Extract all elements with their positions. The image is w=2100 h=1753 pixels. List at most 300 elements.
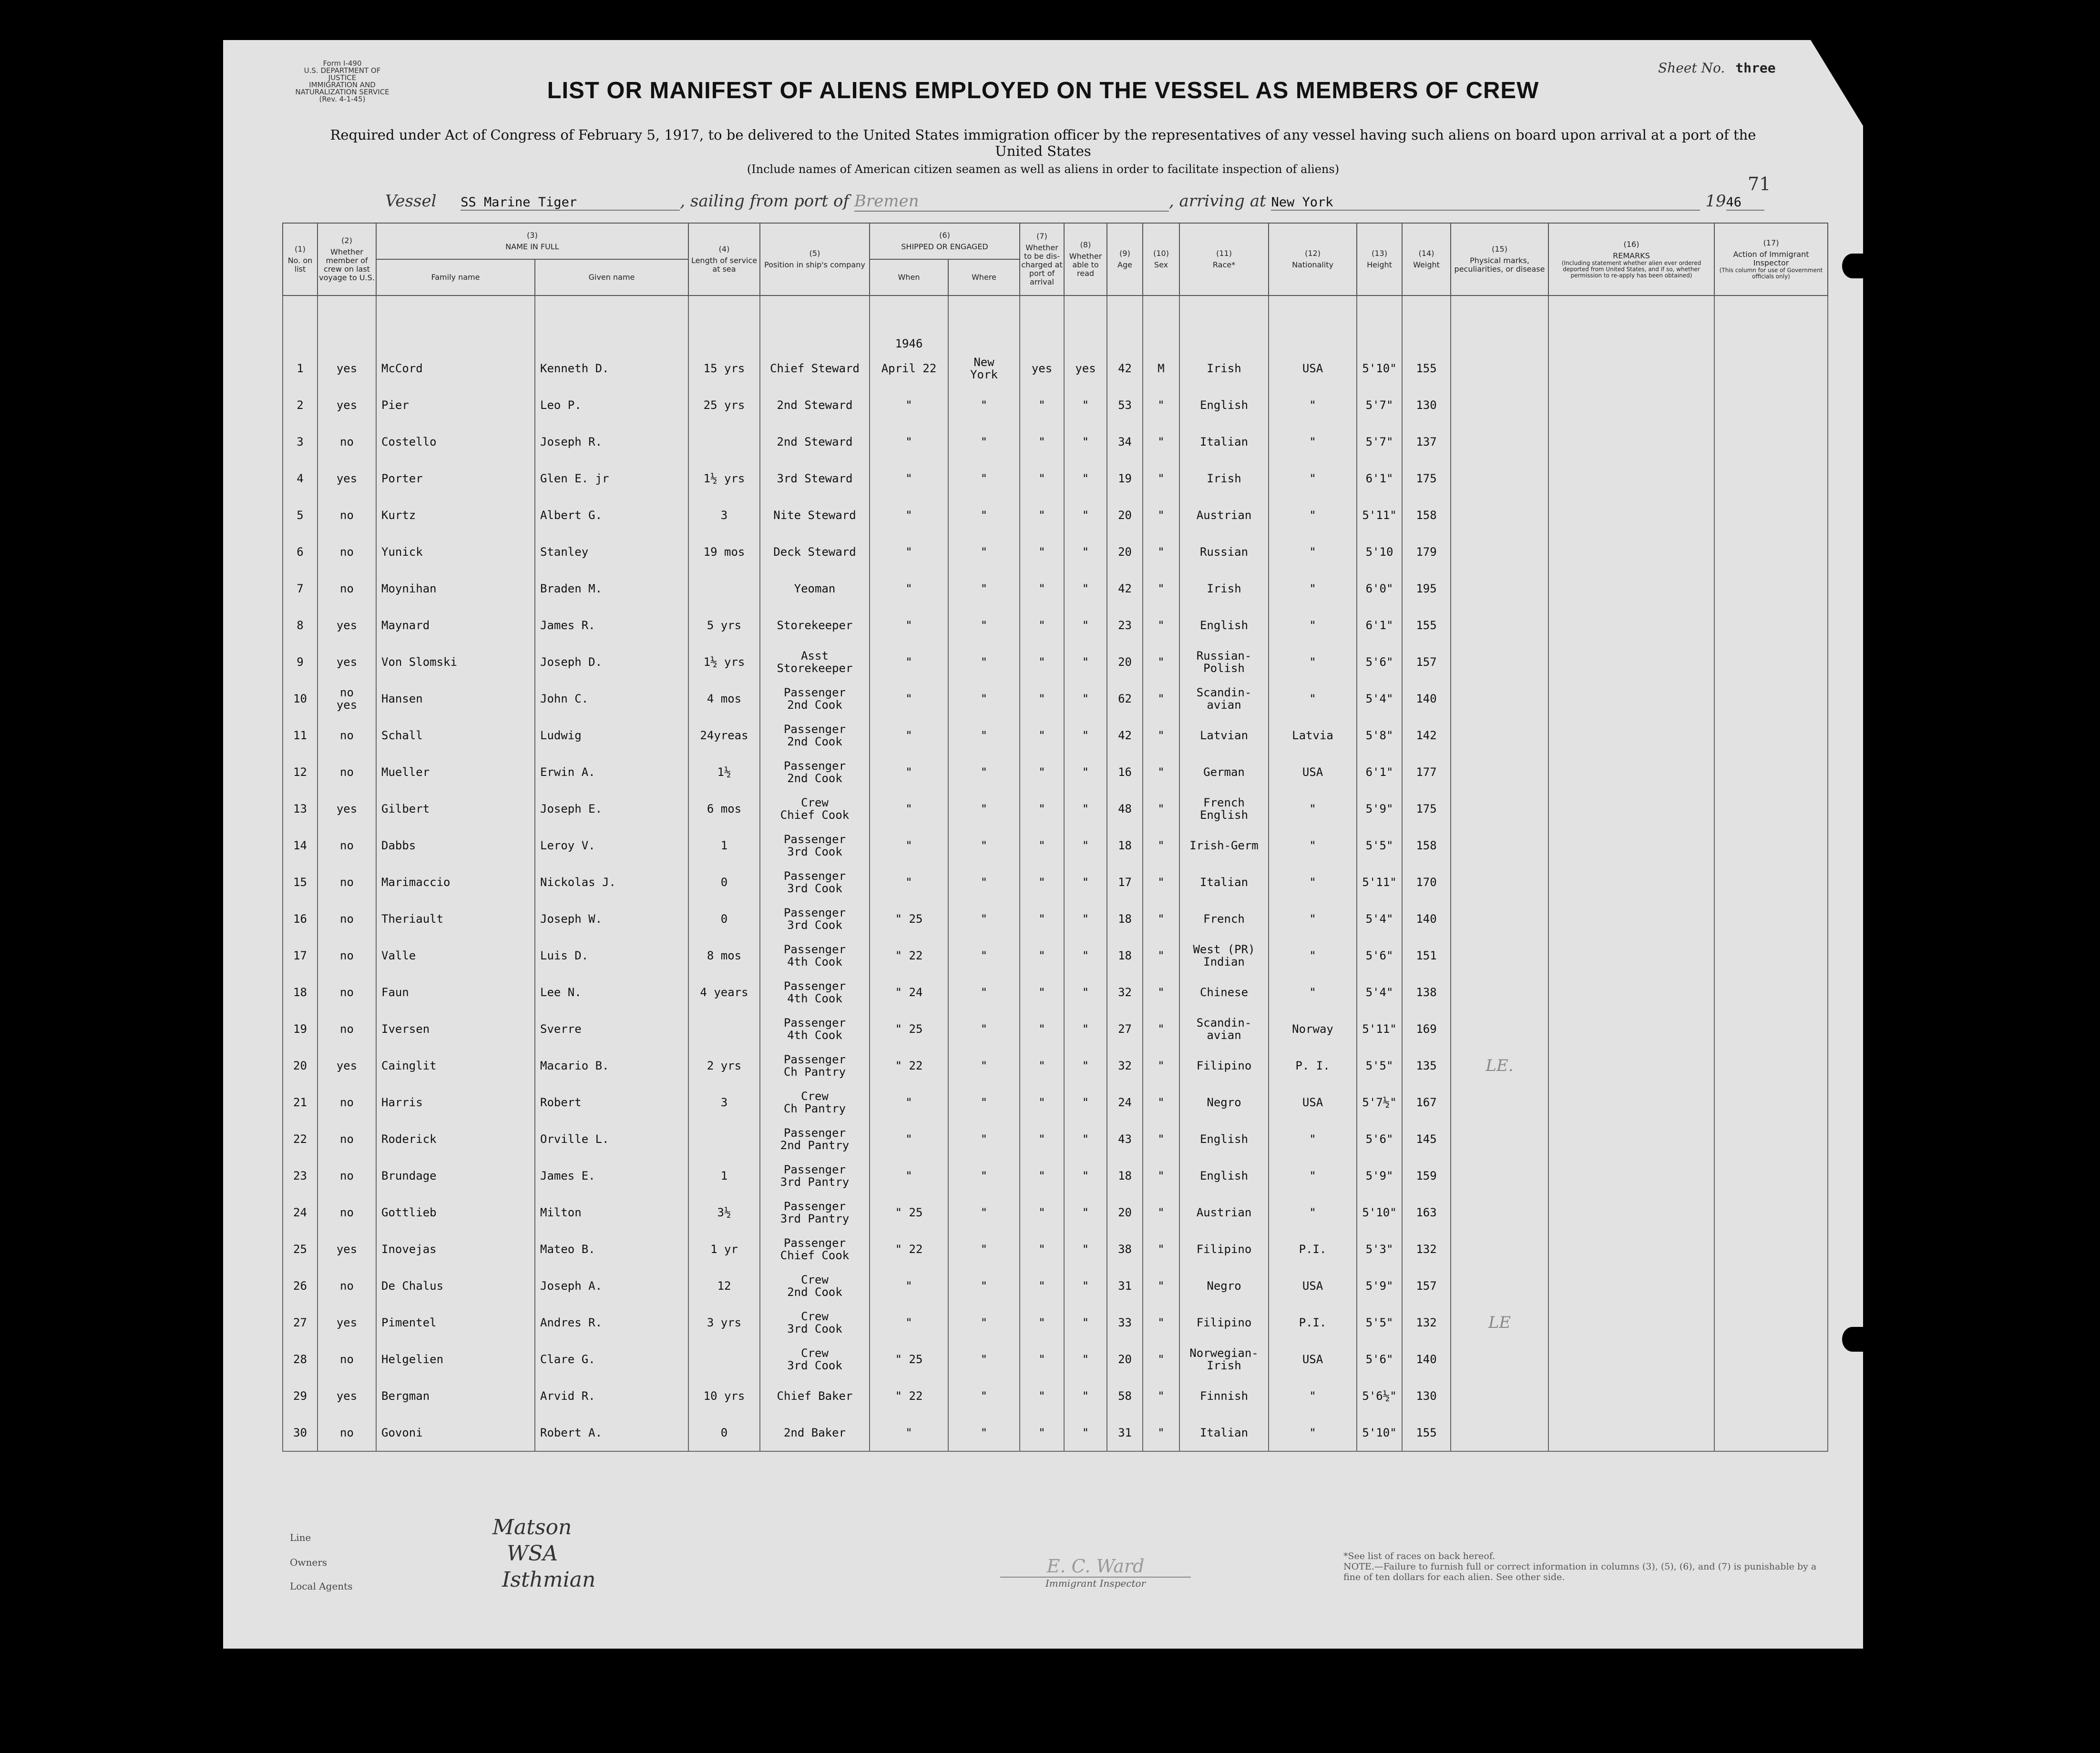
physical-marks: [1451, 1121, 1548, 1157]
shipped-when: " 22: [870, 1047, 948, 1084]
inspector-action: [1714, 423, 1828, 460]
inspector-signature-block: [1000, 1556, 1191, 1589]
sex: ": [1143, 1084, 1179, 1121]
service-length: 25 yrs: [688, 387, 760, 423]
inspector-action: [1714, 717, 1828, 754]
owners-label: Owners: [290, 1557, 328, 1568]
nationality: P.I.: [1269, 1231, 1357, 1267]
sex: ": [1143, 974, 1179, 1010]
remarks: [1548, 937, 1714, 974]
sheet-value: three: [1735, 60, 1776, 76]
crew-row: [223, 1231, 1828, 1267]
inspector-action: [1714, 1304, 1828, 1341]
remarks: [1548, 423, 1714, 460]
able-to-read: ": [1064, 790, 1107, 827]
remarks: [1548, 1304, 1714, 1341]
position: 2nd Steward: [760, 387, 870, 423]
crew-row: [223, 1121, 1828, 1157]
crew-last-voyage: yes: [318, 350, 376, 387]
discharged: ": [1020, 1084, 1064, 1121]
crew-last-voyage: yes: [318, 1047, 376, 1084]
physical-marks: [1451, 570, 1548, 607]
physical-marks: [1451, 900, 1548, 937]
weight: 177: [1402, 754, 1451, 790]
nationality: ": [1269, 1414, 1357, 1451]
sex: ": [1143, 1157, 1179, 1194]
family-name: Costello: [376, 423, 535, 460]
physical-marks: [1451, 1231, 1548, 1267]
able-to-read: ": [1064, 643, 1107, 680]
race: French English: [1179, 790, 1269, 827]
shipped-where: ": [948, 827, 1020, 864]
age: 31: [1107, 1414, 1143, 1451]
weight: 157: [1402, 643, 1451, 680]
physical-marks: [1451, 350, 1548, 387]
service-length: 3 yrs: [688, 1304, 760, 1341]
given-name: Joseph W.: [535, 900, 688, 937]
weight: 155: [1402, 1414, 1451, 1451]
able-to-read: ": [1064, 937, 1107, 974]
given-name: Macario B.: [535, 1047, 688, 1084]
sex: ": [1143, 460, 1179, 497]
crew-last-voyage: no: [318, 533, 376, 570]
col-position-label: Position in ship's company: [764, 260, 865, 269]
sex: ": [1143, 533, 1179, 570]
sex: ": [1143, 937, 1179, 974]
remarks: [1548, 1267, 1714, 1304]
race: Negro: [1179, 1267, 1269, 1304]
given-name: James R.: [535, 607, 688, 643]
physical-marks: [1451, 790, 1548, 827]
race: Scandin- avian: [1179, 1010, 1269, 1047]
position: Crew 2nd Cook: [760, 1267, 870, 1304]
row-number: 6: [283, 533, 318, 570]
weight: 163: [1402, 1194, 1451, 1231]
remarks: [1548, 754, 1714, 790]
remarks: [1548, 387, 1714, 423]
crew-row: [223, 1157, 1828, 1194]
service-length: 3½: [688, 1194, 760, 1231]
weight: 137: [1402, 423, 1451, 460]
family-name: McCord: [376, 350, 535, 387]
service-length: [688, 1010, 760, 1047]
crew-last-voyage: yes: [318, 460, 376, 497]
weight: 140: [1402, 680, 1451, 717]
able-to-read: ": [1064, 864, 1107, 900]
height: 5'9": [1357, 1157, 1402, 1194]
inspector-action: [1714, 974, 1828, 1010]
inspector-action: [1714, 1047, 1828, 1084]
row-number: 5: [283, 497, 318, 533]
remarks: [1548, 1231, 1714, 1267]
family-name: Cainglit: [376, 1047, 535, 1084]
shipped-when: ": [870, 643, 948, 680]
row-number: 22: [283, 1121, 318, 1157]
height: 5'6": [1357, 1121, 1402, 1157]
family-name: Dabbs: [376, 827, 535, 864]
age: 32: [1107, 974, 1143, 1010]
sheet-label: Sheet No.: [1658, 60, 1725, 76]
crew-last-voyage: no: [318, 900, 376, 937]
weight: 155: [1402, 350, 1451, 387]
remarks: [1548, 1341, 1714, 1377]
family-name: Moynihan: [376, 570, 535, 607]
age: 20: [1107, 533, 1143, 570]
row-margin: [223, 864, 283, 900]
col-name-label: NAME IN FULL: [505, 242, 559, 251]
row-margin: [223, 387, 283, 423]
sex: ": [1143, 497, 1179, 533]
crew-row: [223, 387, 1828, 423]
service-length: 4 years: [688, 974, 760, 1010]
able-to-read: ": [1064, 1121, 1107, 1157]
family-name: Govoni: [376, 1414, 535, 1451]
row-margin: [223, 570, 283, 607]
sex: ": [1143, 387, 1179, 423]
height: 5'6": [1357, 643, 1402, 680]
age: 18: [1107, 827, 1143, 864]
form-department: U.S. DEPARTMENT OF JUSTICE: [304, 66, 381, 82]
col-crew-label: Whether member of crew on last voyage to U.S.: [319, 247, 375, 282]
discharged: ": [1020, 387, 1064, 423]
arrival-year: 46: [1726, 195, 1764, 211]
left-margin: [223, 223, 283, 296]
inspector-action: [1714, 1267, 1828, 1304]
remarks: [1548, 570, 1714, 607]
discharged: ": [1020, 1047, 1064, 1084]
position: 2nd Baker: [760, 1414, 870, 1451]
owners-signature: WSA: [507, 1541, 558, 1566]
shipped-where: ": [948, 1341, 1020, 1377]
shipped-where: ": [948, 1194, 1020, 1231]
family-name: Porter: [376, 460, 535, 497]
shipped-when: ": [870, 1084, 948, 1121]
given-name: Andres R.: [535, 1304, 688, 1341]
row-margin: [223, 790, 283, 827]
shipped-when: ": [870, 1121, 948, 1157]
col-name-header: (3) NAME IN FULL: [376, 223, 688, 259]
nationality: ": [1269, 937, 1357, 974]
given-name: Joseph R.: [535, 423, 688, 460]
service-length: 5 yrs: [688, 607, 760, 643]
given-name: James E.: [535, 1157, 688, 1194]
row-margin: [223, 900, 283, 937]
discharged: ": [1020, 1304, 1064, 1341]
nationality: P. I.: [1269, 1047, 1357, 1084]
punch-hole: [1842, 1327, 1863, 1352]
shipped-when: " 22: [870, 937, 948, 974]
shipped-where: ": [948, 900, 1020, 937]
col-nationality-label: Nationality: [1292, 260, 1333, 269]
race: Chinese: [1179, 974, 1269, 1010]
nationality: ": [1269, 533, 1357, 570]
crew-last-voyage: yes: [318, 387, 376, 423]
given-name: Sverre: [535, 1010, 688, 1047]
inspector-action: [1714, 1010, 1828, 1047]
race: Latvian: [1179, 717, 1269, 754]
remarks: [1548, 974, 1714, 1010]
discharged: ": [1020, 717, 1064, 754]
discharged: ": [1020, 790, 1064, 827]
crew-row: [223, 1084, 1828, 1121]
given-name: Robert: [535, 1084, 688, 1121]
crew-last-voyage: yes: [318, 1231, 376, 1267]
service-length: [688, 423, 760, 460]
col-discharged-label: Whether to be dis-charged at port of arrival: [1021, 243, 1063, 286]
crew-row: [223, 864, 1828, 900]
crew-last-voyage: no: [318, 497, 376, 533]
position: Passenger 4th Cook: [760, 1010, 870, 1047]
footer-note-races: *See list of races on back hereof.: [1343, 1551, 1496, 1561]
row-number: 18: [283, 974, 318, 1010]
crew-row: [223, 533, 1828, 570]
row-margin: [223, 680, 283, 717]
row-number: 7: [283, 570, 318, 607]
sex: ": [1143, 423, 1179, 460]
col-marks-label: Physical marks, peculiarities, or disease: [1454, 256, 1545, 274]
crew-row: [223, 1267, 1828, 1304]
shipped-when: ": [870, 864, 948, 900]
height: 6'0": [1357, 570, 1402, 607]
row-margin: [223, 1267, 283, 1304]
race: Russian- Polish: [1179, 643, 1269, 680]
nationality: ": [1269, 790, 1357, 827]
shipped-where: ": [948, 387, 1020, 423]
row-margin: [223, 937, 283, 974]
age: 18: [1107, 900, 1143, 937]
crew-rows: [223, 296, 1828, 1451]
remarks: [1548, 827, 1714, 864]
crew-row: [223, 1304, 1828, 1341]
able-to-read: ": [1064, 754, 1107, 790]
crew-row: [223, 350, 1828, 387]
shipped-when: ": [870, 533, 948, 570]
nationality: ": [1269, 497, 1357, 533]
crew-row: [223, 1194, 1828, 1231]
crew-row: [223, 790, 1828, 827]
crew-last-voyage: no: [318, 717, 376, 754]
col-action-label: Action of Immigrant Inspector: [1733, 250, 1809, 267]
weight: 138: [1402, 974, 1451, 1010]
age: 16: [1107, 754, 1143, 790]
row-number: 15: [283, 864, 318, 900]
sex: ": [1143, 1341, 1179, 1377]
weight: 142: [1402, 717, 1451, 754]
row-margin: [223, 1121, 283, 1157]
row-number: 26: [283, 1267, 318, 1304]
spacer-row: [223, 296, 1828, 322]
family-name: Helgelien: [376, 1341, 535, 1377]
height: 5'9": [1357, 1267, 1402, 1304]
crew-last-voyage: no: [318, 974, 376, 1010]
discharged: ": [1020, 643, 1064, 680]
service-length: 0: [688, 1414, 760, 1451]
sex: ": [1143, 1121, 1179, 1157]
height: 5'7½": [1357, 1084, 1402, 1121]
page-title: LIST OR MANIFEST OF ALIENS EMPLOYED ON THE VESSEL AS MEMBERS OF CREW: [547, 78, 1539, 103]
shipped-when: " 25: [870, 1341, 948, 1377]
nationality: ": [1269, 643, 1357, 680]
physical-marks: [1451, 1414, 1548, 1451]
row-margin: [223, 497, 283, 533]
family-name: Faun: [376, 974, 535, 1010]
row-margin: [223, 423, 283, 460]
sex: M: [1143, 350, 1179, 387]
given-name: Ludwig: [535, 717, 688, 754]
position: Passenger Ch Pantry: [760, 1047, 870, 1084]
service-length: 15 yrs: [688, 350, 760, 387]
sex: ": [1143, 827, 1179, 864]
col-remarks-sub: (Including statement whether alien ever ordered deported from United States, and if so, whether permission to re-apply has been obtained): [1561, 259, 1701, 279]
discharged: ": [1020, 754, 1064, 790]
able-to-read: ": [1064, 1194, 1107, 1231]
row-margin: [223, 1047, 283, 1084]
weight: 140: [1402, 1341, 1451, 1377]
physical-marks: [1451, 754, 1548, 790]
age: 27: [1107, 1010, 1143, 1047]
inspector-action: [1714, 1341, 1828, 1377]
crew-manifest-table: [223, 223, 1828, 1452]
height: 5'4": [1357, 974, 1402, 1010]
position: Passenger 2nd Pantry: [760, 1121, 870, 1157]
col-marks-header: (15) Physical marks, peculiarities, or disease: [1451, 223, 1548, 296]
family-name: Harris: [376, 1084, 535, 1121]
col-read-label: Whether able to read: [1069, 252, 1102, 278]
given-name: Robert A.: [535, 1414, 688, 1451]
row-number: 4: [283, 460, 318, 497]
able-to-read: ": [1064, 533, 1107, 570]
age: 34: [1107, 423, 1143, 460]
row-number: 16: [283, 900, 318, 937]
sailing-port: Bremen: [854, 192, 1169, 212]
family-name: Pimentel: [376, 1304, 535, 1341]
discharged: ": [1020, 497, 1064, 533]
row-number: 27: [283, 1304, 318, 1341]
family-name: Kurtz: [376, 497, 535, 533]
shipped-when: ": [870, 1414, 948, 1451]
physical-marks: [1451, 1010, 1548, 1047]
given-name: Joseph D.: [535, 643, 688, 680]
shipped-where: ": [948, 1231, 1020, 1267]
nationality: USA: [1269, 350, 1357, 387]
weight: 175: [1402, 790, 1451, 827]
shipped-where: ": [948, 643, 1020, 680]
able-to-read: yes: [1064, 350, 1107, 387]
age: 43: [1107, 1121, 1143, 1157]
discharged: ": [1020, 1231, 1064, 1267]
age: 20: [1107, 643, 1143, 680]
height: 5'7": [1357, 423, 1402, 460]
row-number: 14: [283, 827, 318, 864]
physical-marks: [1451, 1157, 1548, 1194]
physical-marks: [1451, 717, 1548, 754]
inspector-action: [1714, 790, 1828, 827]
col-action-sub: (This column for use of Government officials only): [1719, 267, 1823, 280]
age: 53: [1107, 387, 1143, 423]
crew-last-voyage: no: [318, 1341, 376, 1377]
shipped-where: ": [948, 1121, 1020, 1157]
col-no-header: (1) No. on list: [283, 223, 318, 296]
able-to-read: ": [1064, 1414, 1107, 1451]
family-name: Bergman: [376, 1377, 535, 1414]
crew-last-voyage: no: [318, 1414, 376, 1451]
given-name: Stanley: [535, 533, 688, 570]
race: English: [1179, 1157, 1269, 1194]
position: Passenger Chief Cook: [760, 1231, 870, 1267]
able-to-read: ": [1064, 827, 1107, 864]
family-name: Theriault: [376, 900, 535, 937]
crew-row: [223, 1010, 1828, 1047]
race: Irish: [1179, 460, 1269, 497]
row-margin: [223, 827, 283, 864]
service-length: 1½: [688, 754, 760, 790]
crew-row: [223, 900, 1828, 937]
able-to-read: ": [1064, 387, 1107, 423]
service-length: 3: [688, 497, 760, 533]
able-to-read: ": [1064, 1010, 1107, 1047]
service-length: 0: [688, 864, 760, 900]
family-name: Gottlieb: [376, 1194, 535, 1231]
shipped-when: ": [870, 827, 948, 864]
crew-row: [223, 570, 1828, 607]
crew-last-voyage: no: [318, 423, 376, 460]
service-length: 10 yrs: [688, 1377, 760, 1414]
row-margin: [223, 607, 283, 643]
height: 5'6": [1357, 937, 1402, 974]
nationality: ": [1269, 1121, 1357, 1157]
row-margin: [223, 1304, 283, 1341]
age: 17: [1107, 864, 1143, 900]
nationality: ": [1269, 1194, 1357, 1231]
nationality: ": [1269, 570, 1357, 607]
row-number: 19: [283, 1010, 318, 1047]
nationality: ": [1269, 900, 1357, 937]
able-to-read: ": [1064, 607, 1107, 643]
shipped-where: ": [948, 607, 1020, 643]
able-to-read: ": [1064, 570, 1107, 607]
able-to-read: ": [1064, 1304, 1107, 1341]
height: 5'7": [1357, 387, 1402, 423]
height: 5'11": [1357, 497, 1402, 533]
service-length: [688, 570, 760, 607]
footer-note: [1343, 1551, 1820, 1582]
service-length: 0: [688, 900, 760, 937]
agents-label: Local Agents: [290, 1580, 353, 1592]
position: Passenger 3rd Cook: [760, 900, 870, 937]
physical-marks: [1451, 1341, 1548, 1377]
inspector-action: [1714, 643, 1828, 680]
position: Deck Steward: [760, 533, 870, 570]
inspector-action: [1714, 937, 1828, 974]
shipped-when: ": [870, 607, 948, 643]
shipped-where: ": [948, 1157, 1020, 1194]
remarks: [1548, 607, 1714, 643]
shipped-when: ": [870, 790, 948, 827]
row-number: 3: [283, 423, 318, 460]
remarks: [1548, 643, 1714, 680]
discharged: ": [1020, 423, 1064, 460]
shipped-where: ": [948, 717, 1020, 754]
discharged: ": [1020, 827, 1064, 864]
agents-signature: Isthmian: [502, 1568, 596, 1592]
inspector-action: [1714, 460, 1828, 497]
inspector-action: [1714, 827, 1828, 864]
height: 5'8": [1357, 717, 1402, 754]
discharged: ": [1020, 1377, 1064, 1414]
shipped-when: ": [870, 387, 948, 423]
sailing-label: , sailing from port of: [680, 192, 850, 211]
service-length: 6 mos: [688, 790, 760, 827]
